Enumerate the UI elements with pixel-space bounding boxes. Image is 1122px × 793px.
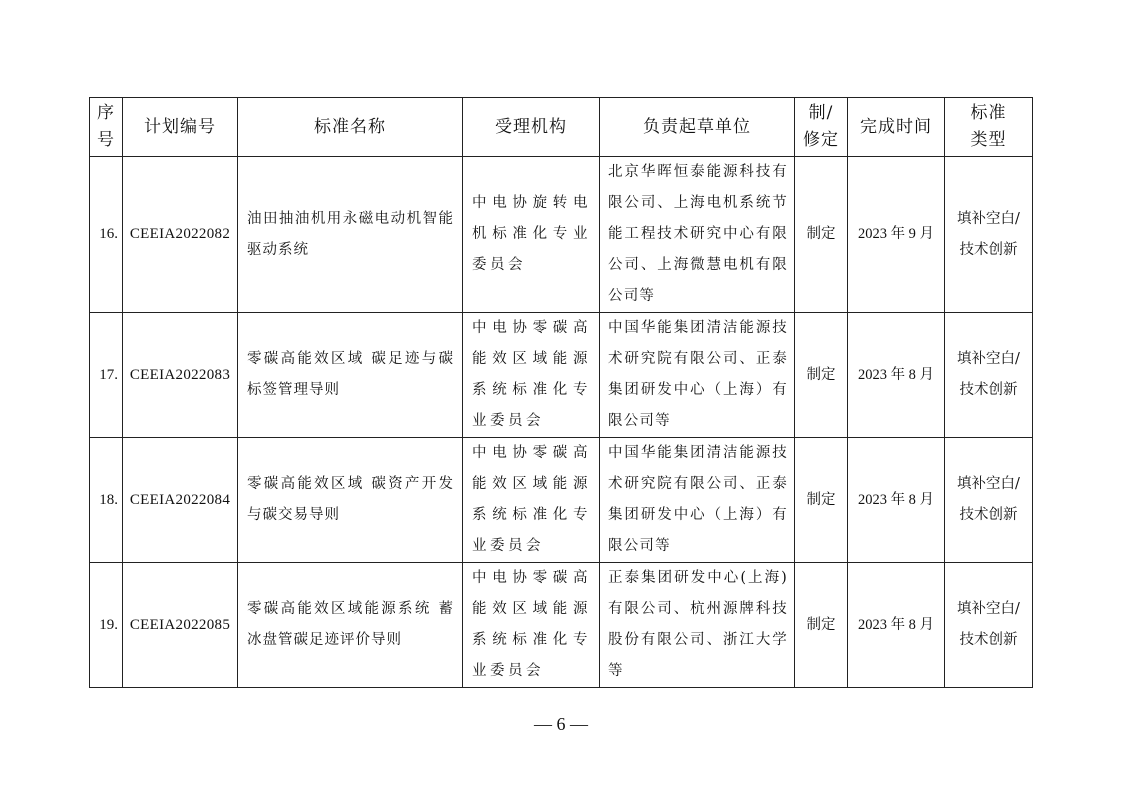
- row-drafting-unit: 北京华晖恒泰能源科技有限公司、上海电机系统节能工程技术研究中心有限公司、上海微慧电机有限公司等: [600, 157, 795, 313]
- table-row: [90, 157, 1033, 313]
- row-standard-name: 零碳高能效区域能源系统 蓄冰盘管碳足迹评价导则: [238, 563, 463, 688]
- standards-table: [89, 97, 1033, 688]
- header-serial-line2: 号: [97, 130, 115, 150]
- row-category-line1: 填补空白/: [957, 601, 1020, 617]
- row-category-line2: 技术创新: [959, 507, 1018, 523]
- row-completion-date: 2023 年 9 月: [848, 157, 945, 313]
- row-plan-code: CEEIA2022084: [123, 438, 238, 563]
- row-standard-name: 零碳高能效区域 碳足迹与碳标签管理导则: [238, 313, 463, 438]
- row-accepting-org: 中电协零碳高能效区域能源系统标准化专业委员会: [463, 313, 600, 438]
- row-standard-category: [945, 563, 1033, 688]
- row-serial-number: 17.: [90, 313, 123, 438]
- header-category-line1: 标准: [970, 103, 1007, 123]
- row-accepting-org: 中电协零碳高能效区域能源系统标准化专业委员会: [463, 563, 600, 688]
- row-category-line2: 技术创新: [959, 382, 1018, 398]
- header-accepting-org: 受理机构: [463, 98, 600, 157]
- row-serial-number: 16.: [90, 157, 123, 313]
- header-plan-code: 计划编号: [123, 98, 238, 157]
- table-row: [90, 438, 1033, 563]
- header-standard-name: 标准名称: [238, 98, 463, 157]
- row-accepting-org: 中电协旋转电机标准化专业委员会: [463, 157, 600, 313]
- row-category-line2: 技术创新: [959, 632, 1018, 648]
- header-serial-line1: 序: [97, 103, 115, 123]
- table-header-row: [90, 98, 1033, 157]
- row-completion-date: 2023 年 8 月: [848, 563, 945, 688]
- row-plan-code: CEEIA2022085: [123, 563, 238, 688]
- row-serial-number: 19.: [90, 563, 123, 688]
- row-plan-code: CEEIA2022082: [123, 157, 238, 313]
- row-plan-code: CEEIA2022083: [123, 313, 238, 438]
- row-standard-category: [945, 157, 1033, 313]
- row-drafting-unit: 中国华能集团清洁能源技术研究院有限公司、正泰集团研发中心（上海）有限公司等: [600, 438, 795, 563]
- row-revision-type: 制定: [795, 563, 848, 688]
- row-category-line1: 填补空白/: [957, 351, 1020, 367]
- row-revision-type: 制定: [795, 313, 848, 438]
- row-standard-category: [945, 438, 1033, 563]
- row-category-line2: 技术创新: [959, 241, 1018, 258]
- header-completion-date: 完成时间: [848, 98, 945, 157]
- row-completion-date: 2023 年 8 月: [848, 313, 945, 438]
- header-revision-line2: 修定: [803, 130, 839, 150]
- row-category-line1: 填补空白/: [957, 476, 1020, 492]
- row-revision-type: 制定: [795, 438, 848, 563]
- row-standard-name: 油田抽油机用永磁电动机智能驱动系统: [238, 157, 463, 313]
- row-standard-category: [945, 313, 1033, 438]
- header-standard-category: [945, 98, 1033, 157]
- row-drafting-unit: 正泰集团研发中心(上海)有限公司、杭州源牌科技股份有限公司、浙江大学等: [600, 563, 795, 688]
- header-revision-type: [795, 98, 848, 157]
- table-row: [90, 313, 1033, 438]
- header-category-line2: 类型: [970, 130, 1007, 150]
- header-drafting-unit: 负责起草单位: [600, 98, 795, 157]
- row-standard-name: 零碳高能效区域 碳资产开发与碳交易导则: [238, 438, 463, 563]
- page-number: — 6 —: [534, 714, 588, 734]
- row-revision-type: 制定: [795, 157, 848, 313]
- row-category-line1: 填补空白/: [957, 210, 1020, 227]
- row-completion-date: 2023 年 8 月: [848, 438, 945, 563]
- header-revision-line1: 制/: [808, 103, 834, 123]
- row-accepting-org: 中电协零碳高能效区域能源系统标准化专业委员会: [463, 438, 600, 563]
- row-drafting-unit: 中国华能集团清洁能源技术研究院有限公司、正泰集团研发中心（上海）有限公司等: [600, 313, 795, 438]
- table-row: [90, 563, 1033, 688]
- row-serial-number: 18.: [90, 438, 123, 563]
- header-serial-number: [90, 98, 123, 157]
